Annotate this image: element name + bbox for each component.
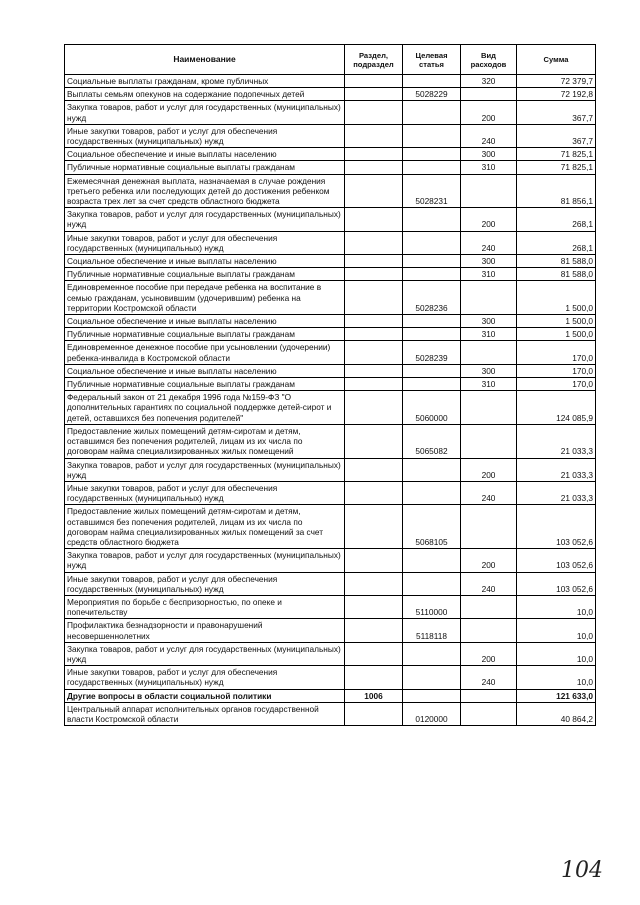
table-row [65,161,596,174]
cell-name: Закупка товаров, работ и услуг для государственных (муниципальных) нужд [65,549,345,572]
table-row [65,75,596,88]
cell-name: Публичные нормативные социальные выплаты гражданам [65,328,345,341]
cell-section [345,619,403,642]
cell-article [403,481,461,504]
cell-name: Публичные нормативные социальные выплаты гражданам [65,268,345,281]
cell-name: Социальные выплаты гражданам, кроме публичных [65,75,345,88]
cell-type [461,505,517,549]
cell-name: Иные закупки товаров, работ и услуг для обеспечения государственных (муниципальных) нужд [65,481,345,504]
table-row [65,595,596,618]
cell-section [345,572,403,595]
cell-article [403,268,461,281]
table-row [65,642,596,665]
cell-name: Публичные нормативные социальные выплаты гражданам [65,161,345,174]
cell-name: Центральный аппарат исполнительных органов государственной власти Костромской области [65,702,345,725]
cell-type [461,281,517,315]
table-row [65,255,596,268]
cell-article [403,208,461,231]
cell-section [345,268,403,281]
table-row [65,378,596,391]
table-row [65,549,596,572]
cell-article: 5118118 [403,619,461,642]
cell-sum: 40 864,2 [517,702,596,725]
cell-type [461,689,517,702]
cell-type: 320 [461,75,517,88]
cell-section [345,505,403,549]
cell-name: Социальное обеспечение и иные выплаты населению [65,315,345,328]
table-row [65,208,596,231]
cell-type: 310 [461,378,517,391]
cell-name: Предоставление жилых помещений детям-сиротам и детям, оставшимся без попечения родителей, лицам из их числа по договорам найма специализированных жилых помещений [65,424,345,458]
table-row [65,481,596,504]
cell-sum: 21 033,3 [517,481,596,504]
cell-name: Социальное обеспечение и иные выплаты населению [65,255,345,268]
cell-type: 240 [461,666,517,689]
budget-table [64,44,596,726]
table-body [65,75,596,726]
cell-sum: 10,0 [517,619,596,642]
cell-name: Ежемесячная денежная выплата, назначаемая в случае рождения третьего ребенка или последующих детей до достижения ребенком возраста трех лет за счет средств областного бюджета [65,174,345,208]
cell-section [345,101,403,124]
cell-name: Предоставление жилых помещений детям-сиротам и детям, оставшимся без попечения родителей, лицам из их числа по договорам найма специализированных жилых помещений за счет средств областного бюджета [65,505,345,549]
cell-section [345,666,403,689]
cell-name: Другие вопросы в области социальной политики [65,689,345,702]
cell-section [345,458,403,481]
cell-section [345,231,403,254]
table-row [65,148,596,161]
cell-section [345,549,403,572]
cell-section [345,378,403,391]
cell-sum: 121 633,0 [517,689,596,702]
table-header-row [65,45,596,75]
table-row [65,458,596,481]
cell-type: 300 [461,148,517,161]
cell-article: 5028239 [403,341,461,364]
cell-sum: 72 379,7 [517,75,596,88]
cell-article: 5068105 [403,505,461,549]
cell-sum: 1 500,0 [517,315,596,328]
cell-type: 200 [461,549,517,572]
cell-type: 310 [461,328,517,341]
cell-section [345,364,403,377]
cell-type [461,424,517,458]
cell-name: Публичные нормативные социальные выплаты гражданам [65,378,345,391]
cell-sum: 81 588,0 [517,255,596,268]
table-row [65,174,596,208]
cell-section [345,702,403,725]
cell-name: Закупка товаров, работ и услуг для государственных (муниципальных) нужд [65,642,345,665]
table-row [65,572,596,595]
table-row [65,341,596,364]
cell-name: Единовременное денежное пособие при усыновлении (удочерении) ребенка-инвалида в Костромской области [65,341,345,364]
cell-type: 240 [461,124,517,147]
cell-type [461,619,517,642]
cell-section [345,208,403,231]
table-row [65,505,596,549]
cell-section [345,315,403,328]
cell-article: 5110000 [403,595,461,618]
cell-article [403,458,461,481]
cell-section [345,75,403,88]
cell-name: Социальное обеспечение и иные выплаты населению [65,148,345,161]
cell-sum: 21 033,3 [517,424,596,458]
cell-article [403,231,461,254]
cell-sum: 1 500,0 [517,281,596,315]
cell-article [403,161,461,174]
cell-sum: 170,0 [517,364,596,377]
cell-sum: 81 856,1 [517,174,596,208]
cell-article: 5028229 [403,88,461,101]
cell-sum: 103 052,6 [517,572,596,595]
cell-sum: 367,7 [517,124,596,147]
cell-article [403,101,461,124]
cell-type: 240 [461,572,517,595]
table-row [65,281,596,315]
cell-section [345,281,403,315]
cell-type: 300 [461,315,517,328]
cell-section [345,424,403,458]
cell-name: Закупка товаров, работ и услуг для государственных (муниципальных) нужд [65,458,345,481]
cell-article [403,124,461,147]
cell-article [403,364,461,377]
cell-sum: 103 052,6 [517,549,596,572]
cell-type [461,702,517,725]
table-row [65,424,596,458]
cell-sum: 10,0 [517,666,596,689]
table-row [65,619,596,642]
cell-type: 200 [461,208,517,231]
cell-sum: 72 192,8 [517,88,596,101]
cell-name: Закупка товаров, работ и услуг для государственных (муниципальных) нужд [65,101,345,124]
table-row [65,391,596,425]
cell-sum: 124 085,9 [517,391,596,425]
cell-article: 5060000 [403,391,461,425]
cell-article [403,148,461,161]
table-row [65,689,596,702]
cell-type [461,391,517,425]
cell-type: 240 [461,481,517,504]
cell-type [461,595,517,618]
header-type: Вид расходов [461,45,517,75]
cell-article: 5028231 [403,174,461,208]
cell-section [345,161,403,174]
table-row [65,88,596,101]
cell-article [403,666,461,689]
cell-type [461,174,517,208]
cell-sum: 71 825,1 [517,148,596,161]
cell-name: Закупка товаров, работ и услуг для государственных (муниципальных) нужд [65,208,345,231]
budget-document [64,44,595,726]
cell-name: Единовременное пособие при передаче ребенка на воспитание в семью гражданам, усыновившим (удочерившим) ребенка на территории Костромской области [65,281,345,315]
cell-type [461,341,517,364]
header-article: Целевая статья [403,45,461,75]
cell-name: Мероприятия по борьбе с беспризорностью, по опеке и попечительству [65,595,345,618]
cell-type: 200 [461,458,517,481]
cell-sum: 170,0 [517,341,596,364]
cell-name: Федеральный закон от 21 декабря 1996 года №159-ФЗ "О дополнительных гарантиях по социальной поддержке детей-сирот и детей, оставшихся без попечения родителей" [65,391,345,425]
table-row [65,315,596,328]
cell-sum: 10,0 [517,642,596,665]
cell-section [345,124,403,147]
cell-article: 0120000 [403,702,461,725]
cell-sum: 10,0 [517,595,596,618]
cell-sum: 268,1 [517,208,596,231]
cell-section [345,595,403,618]
header-name: Наименование [65,45,345,75]
cell-article [403,572,461,595]
cell-article [403,328,461,341]
cell-article [403,378,461,391]
cell-article [403,689,461,702]
cell-article: 5028236 [403,281,461,315]
cell-sum: 268,1 [517,231,596,254]
header-section: Раздел, подраздел [345,45,403,75]
cell-name: Выплаты семьям опекунов на содержание подопечных детей [65,88,345,101]
cell-article [403,75,461,88]
table-row [65,124,596,147]
cell-section [345,341,403,364]
cell-type: 310 [461,161,517,174]
cell-article [403,315,461,328]
cell-section [345,148,403,161]
cell-type: 200 [461,642,517,665]
cell-name: Социальное обеспечение и иные выплаты населению [65,364,345,377]
cell-sum: 71 825,1 [517,161,596,174]
table-row [65,702,596,725]
page-number: 104 [561,858,603,883]
cell-article [403,642,461,665]
cell-type: 200 [461,101,517,124]
table-row [65,364,596,377]
cell-section [345,481,403,504]
cell-sum: 103 052,6 [517,505,596,549]
table-row [65,101,596,124]
cell-sum: 21 033,3 [517,458,596,481]
cell-sum: 1 500,0 [517,328,596,341]
cell-article [403,549,461,572]
cell-section [345,328,403,341]
cell-sum: 367,7 [517,101,596,124]
cell-section [345,391,403,425]
cell-article [403,255,461,268]
cell-type: 240 [461,231,517,254]
cell-name: Иные закупки товаров, работ и услуг для обеспечения государственных (муниципальных) нужд [65,572,345,595]
cell-name: Профилактика безнадзорности и правонарушений несовершеннолетних [65,619,345,642]
table-row [65,231,596,254]
cell-type: 300 [461,255,517,268]
cell-section [345,88,403,101]
cell-sum: 81 588,0 [517,268,596,281]
table-row [65,268,596,281]
table-row [65,666,596,689]
cell-sum: 170,0 [517,378,596,391]
cell-name: Иные закупки товаров, работ и услуг для обеспечения государственных (муниципальных) нужд [65,666,345,689]
cell-name: Иные закупки товаров, работ и услуг для обеспечения государственных (муниципальных) нужд [65,231,345,254]
cell-section [345,642,403,665]
cell-type: 310 [461,268,517,281]
cell-section [345,255,403,268]
cell-type [461,88,517,101]
table-row [65,328,596,341]
cell-article: 5065082 [403,424,461,458]
header-sum: Сумма [517,45,596,75]
cell-section [345,174,403,208]
cell-type: 300 [461,364,517,377]
cell-section: 1006 [345,689,403,702]
cell-name: Иные закупки товаров, работ и услуг для обеспечения государственных (муниципальных) нужд [65,124,345,147]
